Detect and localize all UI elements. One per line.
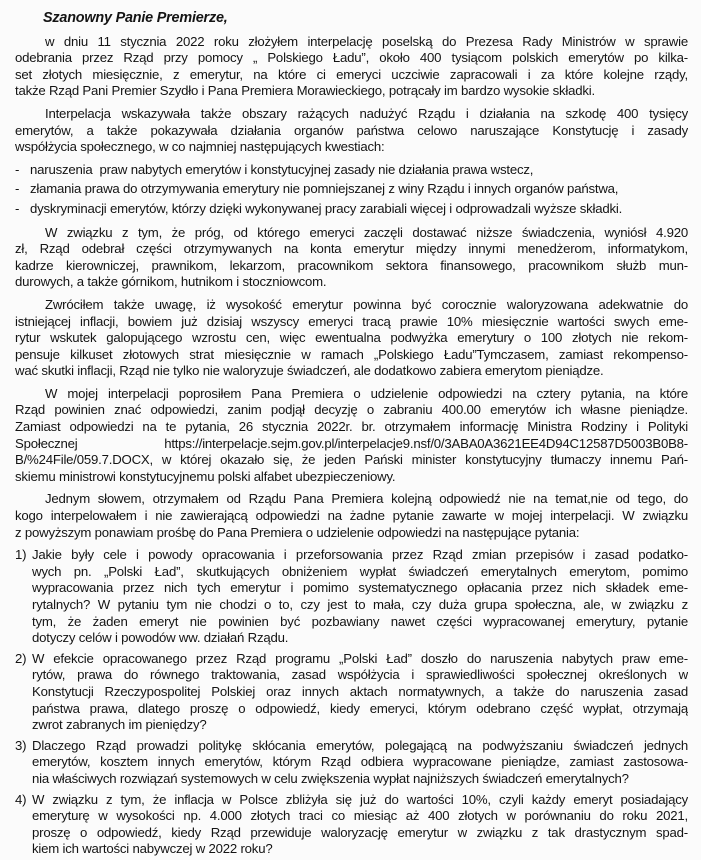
list-item [15,162,688,179]
paragraph [15,297,688,380]
numbered-list [15,547,688,858]
text-line: złamania prawa do otrzymywania emerytury nie pomniejszanej z winy Rządu i innych organów państwa, [30,181,619,197]
document-body [15,34,688,858]
text-line: Interpelacja wskazywała także obszary rażących nadużyć Rządu i działania na szkodę 400 tysięcy [45,105,688,121]
text-line: W efekcie opracowanego przez Rząd programu „Polski Ład” doszło do naruszenia nabytych praw eme- [32,650,688,666]
list-item-text [32,738,688,788]
text-line: Jednym słowem, otrzymałem od Rządu Pana Premiera kolejną odpowiedź nie na temat,nie od tego, do [45,491,688,507]
text-line: Dlaczego Rząd prowadzi politykę skłócania emerytów, polegającą na podwyższaniu świadczeń jednych [32,737,688,753]
list-item-text [30,201,688,218]
text-line: współżycia społecznego, w co najmniej następujących kwestiach: [15,139,385,155]
text-line: W związku z tym, że próg, od którego emeryci zaczęli dostawać niższe świadczenia, wyniósł 4.920 [45,224,688,240]
paragraph [15,225,688,291]
text-line: Zwróciłem także uwagę, iż wysokość emerytur powinna być corocznie waloryzowana adekwatnie do [45,296,688,312]
list-item-text [30,162,688,179]
text-line: z powyższym ponawiam prośbę do Pana Premiera o udzielenie odpowiedzi na następujące pytania: [15,524,580,540]
text-line: naruszenia praw nabytych emerytów i konstytucyjnej zasady nie działania prawa wstecz, [30,161,534,177]
list-marker: 1) [15,547,27,563]
text-line: zł, Rząd odebrał części otrzymywanych na konta emerytur między innymi menedżerom, informatykom, [15,241,688,257]
text-line: kiem ich wartości nabywczej w 2022 roku? [32,841,273,857]
list-item [15,792,688,858]
list-marker: 4) [15,791,27,807]
list-item-text [32,651,688,734]
list-marker: - [15,161,20,177]
text-line: proszę o odpowiedź, kiedy Rząd przewiduje waloryzację emerytur w związku z tak drastycznym spad- [32,824,688,840]
text-line: emeryturę w wysokości np. 4.000 złotych traci co miesiąc aż 400 złotych w porównaniu do roku 2021, [32,808,688,824]
paragraph [15,386,688,486]
text-line: rytów, prawa do równego traktowania, zasad współżycia i sprawiedliwości społecznej określonych w [32,667,688,683]
paragraph [15,106,688,156]
list-marker: - [15,200,20,216]
list-item [15,651,688,734]
text-line: dyskryminacji emerytów, którzy dzięki wykonywanej pracy zarabiali więcej i odprowadzali wyższe składki. [30,200,623,216]
text-line: Społecznej https://interpelacje.sejm.gov.pl/interpelacje9.nsf/0/3ABA0A3621EE4D94C12587D5003B0B8- [15,435,688,451]
text-line: kogo interpelowałem i nie zawierającą odpowiedzi na żadne pytanie zawarte w mojej interpelacji. W związku [15,508,688,524]
list-item-text [30,181,688,198]
list-item [15,738,688,788]
text-line: rytur wskutek galopującego wzrostu cen, więc ewentualna podwyżka emerytury o 100 złotych nie rekom- [15,330,688,346]
list-item-text [32,792,688,858]
text-line: zwrot zabranych im pieniędzy? [32,717,207,733]
text-line: rytalnych? W pytaniu tym nie chodzi o to, czy jest to mała, czy duża grupa społeczna, ale, w związku z [32,597,688,612]
text-line: Rząd powinien znać odpowiedzi, zanim podjął decyzję o zabraniu 400.00 emerytów ich własne pieniądze. [15,402,688,418]
list-item [15,201,688,218]
text-line: w dniu 11 stycznia 2022 roku złożyłem interpelację poselską do Prezesa Rady Ministrów w sprawie [45,33,688,49]
list-item [15,547,688,647]
text-line: wych pn. „Polski Ład”, skutkujących obniżeniem wypłat świadczeń emerytalnych emerytom, pomimo [32,563,688,579]
list-item-text [32,547,688,647]
text-line: B/%24File/059.7.DOCX, w której okazało się, że jeden Pański minister konstytucyjny tłumaczy innemu Pań- [15,452,688,468]
text-line: Jakie były cele i powody opracowania i przeforsowania przez Rząd zmian przepisów i zasad podatko- [32,547,688,563]
list-marker: - [15,181,20,197]
text-line: W związku z tym, że inflacja w Polsce zbliżyła się już do wartości 10%, czyli każdy emeryt posiadający [32,791,688,807]
text-line: skiemu ministrowi konstytucyjnemu polski alfabet ubezpieczeniowy. [15,468,396,484]
paragraph [15,34,688,100]
text-line: kadrze kierowniczej, prawnikom, lekarzom, pracownikom sektora finansowego, pracownikom służb mun- [15,257,688,273]
salutation: Szanowny Panie Premierze, [43,10,228,26]
text-line: emerytów, a także pokazywała działania organów państwa celowo naruszające Konstytucję i zasady [15,122,688,138]
list-marker: 3) [15,737,27,753]
text-line: wypracowania przez nich tych emerytur i pomimo systematycznego opłacania przez nich składek eme- [32,580,688,596]
text-line: Zamiast odpowiedzi na te pytania, 26 stycznia 2022r. br. otrzymałem informację Ministra Rodziny i Polityki [15,419,688,435]
text-line: państwa prawa, dlatego proszę o odpowiedź, kiedy emeryci, którym odebrano część wypłat, otrzymają [32,700,688,716]
text-line: Konstytucji Rzeczypospolitej Polskiej oraz innych aktach normatywnych, a także do naruszenia zasad [32,683,688,699]
dash-list [15,162,688,218]
paragraph [15,491,688,541]
text-line: emerytów, kosztem innych emerytów, którym Rząd odbiera wypracowane pieniądze, zamiast zastosowa- [32,754,688,770]
text-line: istniejącej inflacji, bowiem już dzisiaj wszyscy emeryci tracą prawie 10% miesięcznie wartości swych eme- [15,313,688,329]
text-line: także Rząd Pani Premier Szydło i Pana Premiera Morawieckiego, potrącały im bardzo wysokie składki. [15,83,595,99]
text-line: pensuje kilkuset złotowych strat miesięcznie w ramach „Polskiego Ładu”Tymczasem, zamiast rekompenso- [15,346,688,362]
list-item [15,181,688,198]
text-line: wać skutki inflacji, Rząd nie tylko nie waloryzuje świadczeń, ale dodatkowo zabiera emerytom pieniądze. [15,363,604,379]
text-line: durowych, a także górnikom, hutnikom i stoczniowcom. [15,274,327,290]
text-line: odebrania przez Rząd przy pomocy „ Polskiego Ładu”, około 400 tysiącom polskich emerytów po kilka- [15,50,688,66]
text-line: dotyczy celów i powodów ww. działań Rządu. [32,630,289,646]
text-line: set złotych miesięcznie, z emerytur, na które ci emeryci uczciwie zapracowali i za które kolejne rządy, [15,66,688,82]
text-line: nia właściwych rozwiązań systemowych w celu zwiększenia wypłat najniższych świadczeń emerytalnych? [32,770,629,786]
text-line: W mojej interpelacji poprosiłem Pana Premiera o udzielenie odpowiedzi na cztery pytania, na które [45,385,688,401]
list-marker: 2) [15,650,27,666]
text-line: tym, że żaden emeryt nie powinien być pozbawiany nawet części wypracowanej emerytury, pytanie [32,613,688,629]
